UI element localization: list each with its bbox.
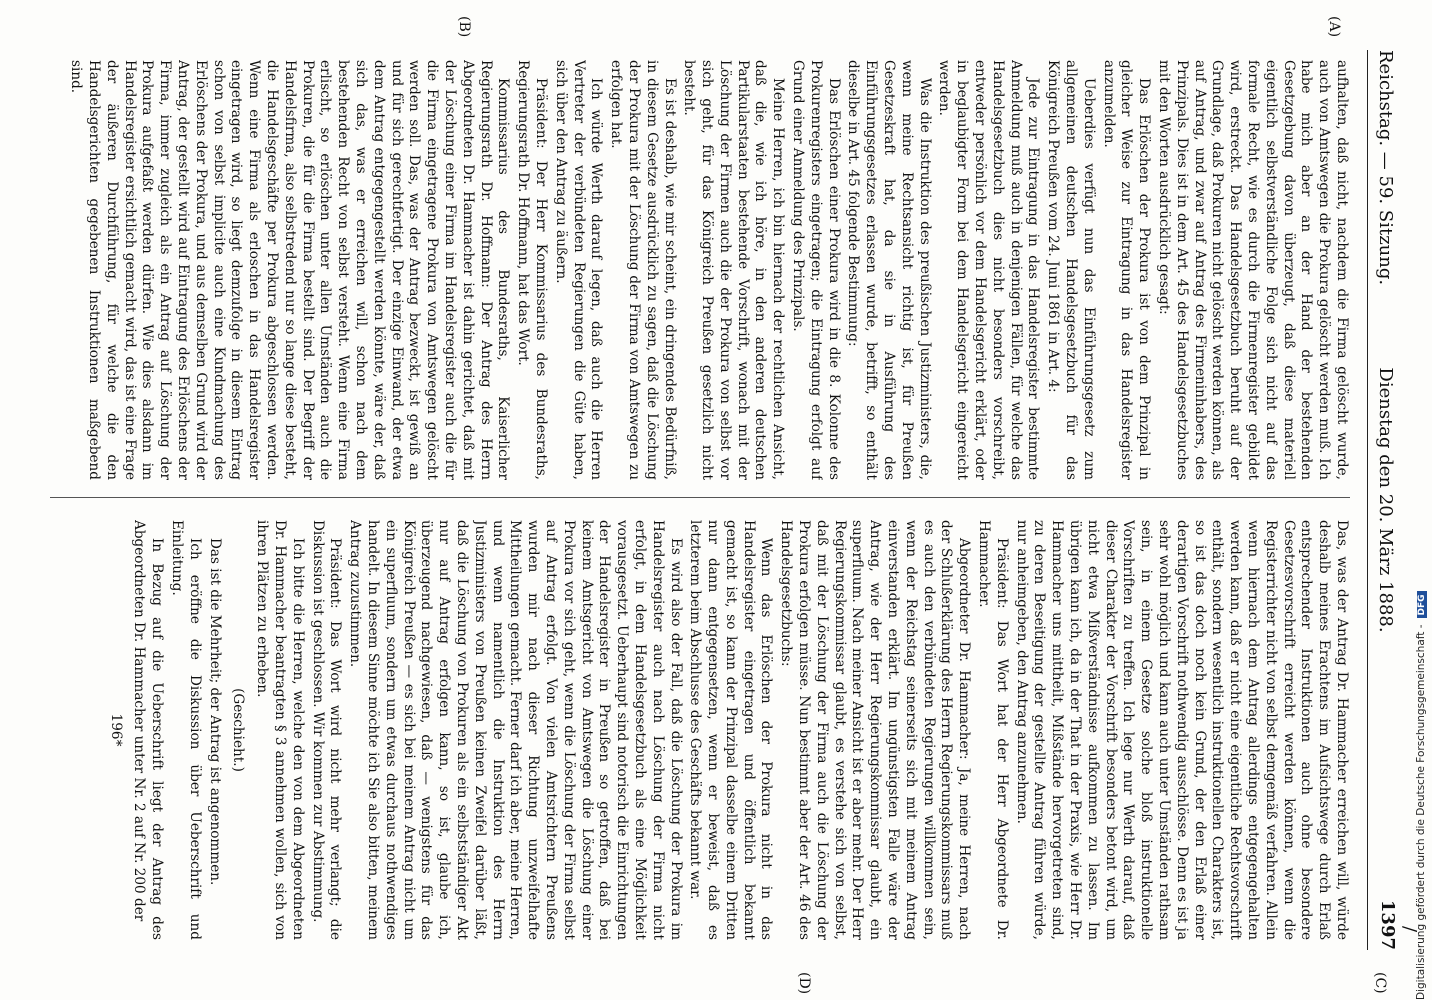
quoted-paragraph: Wenn das Erlöschen der Prokura nicht in das Handelsregister eingetragen und öffentlich bekannt gemacht ist, so kann der Prinzipal dasselbe einem Dritten nur dann entgegensetzen, wenn er beweist, daß es letzterem beim Abschlusse des Geschäfts bekannt war. [687,520,775,940]
paragraph: Meine Herren, ich bin hiernach der rechtlichen Ansicht, daß die, wie ich höre, in den anderen deutschen Partikularstaaten bestehende Vorschrift, wonach mit der Löschung der Firmen auch die der Prokura von selbst vor sich geht, für das Königreich Preußen gesetzlich nicht besteht. [681,60,787,480]
margin-marker-a: (A) [1326,16,1342,38]
paragraph: In Bezug auf die Ueberschrift liegt der Antrag des Abgeordneten Dr. Hammacher unter Nr. 2 auf Nr. 200 der [131,520,166,940]
signature-mark: 196* [107,713,124,747]
speaker-paragraph: Präsident: Das Wort hat der Herr Abgeordnete Dr. Hammacher. [976,520,1010,940]
speaker-paragraph: Präsident: Der Herr Kommissarius des Bundesraths, Regierungsrath Dr. Hoffmann, hat das Wort. [515,60,549,480]
paragraph: Ich eröffne die Diskussion über Ueberschrift und Einleitung. [169,520,203,940]
margin-marker-c: (C) [1372,972,1388,994]
margin-marker-b: (B) [456,16,472,38]
paragraph: Das, was der Antrag Dr. Hammacher erreichen will, würde deshalb meines Erachtens im Aufsichtswege durch Erlaß entsprechender Instruktionen auch ohne besondere Gesetzesvorschrift erreicht werden können, wenn die Registerrichter nicht von selbst demgemäß verfahren. Allein wenn hiernach dem Antrag allerdings entgegengehalten werden kann, daß er nicht eine eigentliche Rechtsvorschrift enthält, sondern wesentlich instruktionellen Charakters ist, so ist das doch noch kein Grund, der den Erlaß einer derartigen Vorschrift nothwendig ausschlösse. Denn es ist ja sehr wohl möglich und kann auch unter Umständen rathsam sein, in einem Gesetze solche bloß instruktionelle Vorschriften zu treffen. Ich lege nur Werth darauf, daß dieser Charakter der Vorschrift besonders betont wird, um nicht etwa Mißverständnisse aufkommen zu lassen. Im übrigen kann ich, da in der That in der Praxis, wie Herr Dr. Hammacher uns mittheilt, Mißstände hervorgetreten sind, zu deren Beseitigung der gestellte Antrag führen würde, nur anheimgeben, den Antrag anzunehmen. [1013,520,1350,940]
column-divider [50,497,1350,498]
speaker-paragraph: Abgeordneter Dr. Hammacher: Ja, meine Herren, nach der Schlußerklärung des Herrn Regierungskommissars muß es auch den verbündeten Regierungen willkommen sein, wenn der Reichstag seinerseits sich mit meinem Antrag einverstanden erklärt. Im ungünstigsten Falle wäre der Antrag, wie der Herr Regierungskommissar glaubt, ein superfluum. Nach meiner Ansicht ist er aber mehr. Der Herr Regierungskommissar glaubt, es verstehe sich von selbst, daß mit der Löschung der Firma auch die Löschung der Prokura erfolgen müsse. Nun bestimmt aber der Art. 46 des Handelsgesetzbuchs: [778,520,973,940]
page-header [1367,50,1404,950]
dfg-logo: DFG [1417,591,1427,618]
header-date: Dienstag den 20. März 1888. [1375,367,1396,633]
stray-pen-mark: / [1399,926,1420,933]
margin-marker-d: (D) [796,972,812,995]
stage-direction: (Geschieht.) [230,688,247,772]
credit-text: Digitalisierung gefördert durch die Deutsche Forschungsgemeinschaft - [1415,624,1427,1000]
paragraph: Das ist die Mehrheit; der Antrag ist angenommen. [206,538,223,886]
paragraph: Ich bitte die Herren, welche den von dem Abgeordneten Dr. Hammacher beantragten § 3 annehmen wollen, sich von ihren Plätzen zu erheben. [254,520,306,940]
quoted-paragraph: Das Erlöschen der Prokura ist von dem Prinzipal in gleicher Weise zur Eintragung in das Handelsregister anzumelden. [1100,60,1153,480]
text-column-right [50,520,1350,940]
paragraph: Ich würde Werth darauf legen, daß auch die Herren Vertreter der verbündeten Regierungen die Güte haben, sich über den Antrag zu äußern. [552,60,605,480]
text-column-left [50,60,1350,480]
paragraph: Ueberdies verfügt nun das Einführungsgesetz zum allgemeinen deutschen Handelsgesetzbuch für das Königreich Preußen vom 24. Juni 1861 in Art. 4: [1045,60,1097,480]
quoted-paragraph: Jede zur Eintragung in das Handelsregister bestimmte Anmeldung muß auch in denjenigen Fällen, für welche das Handelsgesetzbuch dies nicht besonders vorschreibt, entweder persönlich vor dem Handelsgericht erklärt, oder in beglaubigter Form bei dem Handelsgericht eingereicht werden. [936,60,1042,480]
speaker-paragraph: Präsident: Das Wort wird nicht mehr verlangt; die Diskussion ist geschlossen. Wir kommen zur Abstimmung. [309,520,344,940]
paragraph: Es wird also der Fall, daß die Löschung der Prokura im Handelsregister auch nach Löschung der Firma nicht erfolgt, in dem Handelsgesetzbuch als eine Möglichkeit vorausgesetzt. Ueberhaupt sind notorisch die Einrichtungen der Handelsregister in Preußen so getroffen, daß bei keinem Amtsgericht von Amtswegen die Löschung einer Prokura vor sich geht, wenn die Löschung der Firma selbst auf Antrag erfolgt. Von vielen Amtsrichtern Preußens wurden mir nach dieser Richtung unzweifelhafte Mittheilungen gemacht. Ferner darf ich aber, meine Herren, und wenn namentlich die Instruktion des Herrn Justizministers von Preußen keinen Zweifel darüber läßt, daß die Löschung von Prokuren als ein selbstständiger Akt nur auf Antrag erfolgen kann, so ist, glaube ich, überzeugend nachgewiesen, daß — wenigstens für das Königreich Preußen — es sich bei meinem Antrag nicht um ein superfluum, sondern um etwas durchaus nothwendiges handelt. In diesem Sinne möchte ich Sie also bitten, meinem Antrag zuzustimmen. [347,520,684,940]
speaker-paragraph: Kommissarius des Bundesraths, Kaiserlicher Regierungsrath Dr. Hoffmann: Der Antrag des Herrn Abgeordneten Dr. Hammacher ist dahin gerichtet, daß mit der Löschung einer Firma im Handelsregister auch die für die Firma eingetragene Prokura von Amtswegen gelöscht werden soll. Das, was der Antrag bezweckt, ist gewiß an und für sich gerechtfertigt. Der einzige Einwand, der etwa dem Antrag entgegengestellt werden könnte, wäre der, daß sich das, was er erreichen will, schon nach dem bestehenden Recht von selbst versteht. Wenn eine Firma erlischt, so erlöschen unter allen Umständen auch die Prokuren, die für die Firma bestellt sind. Der Begriff der Handelsfirma, also selbstredend nur so lange diese besteht, die Handelsgeschäfte per Prokura abgeschlossen werden. Wenn eine Firma als erloschen in das Handelsregister eingetragen wird, so liegt demzufolge in diesem Eintrag schon von selbst implicite auch eine Kundmachung des Erlöschens der Prokura, und aus demselben Grund wird der Antrag, der gestellt wird auf Eintragung des Erlöschens der Firma, immer zugleich als ein Antrag auf Löschung der Prokura aufgefaßt werden dürfen. Wie dies alsdann im Handelsregister ersichtlich gemacht wird, das ist eine Frage der äußeren Durchführung, für welche die den Handelsgerichten gegebenen Instruktionen maßgebend sind. [68,60,512,480]
paragraph: aufhalten, daß nicht, nachdem die Firma gelöscht wurde, auch von Amtswegen die Prokura gelöscht werden muß. Ich habe mich aber an der Hand der bestehenden Gesetzgebung davon überzeugt, daß diese materiell eigentlich selbstverständliche Folge sich nicht auf das formale Recht, wie es durch die Firmenregister gebildet wird, erstreckt. Das Handelsgesetzbuch beruht auf der Grundlage, daß Prokuren nicht gelöscht werden können, als auf Antrag, und zwar auf Antrag des Firmeninhabers, des Prinzipals. Dies ist in dem Art. 45 des Handelsgesetzbuches mit den Worten ausdrücklich gesagt: [1156,60,1350,480]
quoted-paragraph: Das Erlöschen einer Prokura wird in die 8. Kolonne des Prokurenregisters eingetragen; die Eintragung erfolgt auf Grund einer Anmeldung des Prinzipals. [790,60,842,480]
page-number: 1397 [1377,899,1398,950]
paragraph: Es ist deshalb, wie mir scheint, ein dringendes Bedürfniß, in diesem Gesetze ausdrücklich zu sagen, daß die Löschung der Prokura mit der Löschung der Firma von Amtswegen zu erfolgen hat. [608,60,678,480]
digitization-credit [1415,591,1427,1000]
header-session: Reichstag. — 59. Sitzung. [1375,50,1396,286]
paragraph: Was die Instruktion des preußischen Justizministers, die, wenn meine Rechtsansicht richtig ist, für Preußen Gesetzeskraft hat, da sie in Ausführung des Einführungsgesetzes erlassen wurde, betrifft, so enthält dieselbe in Art. 45 folgende Bestimmung: [845,60,933,480]
